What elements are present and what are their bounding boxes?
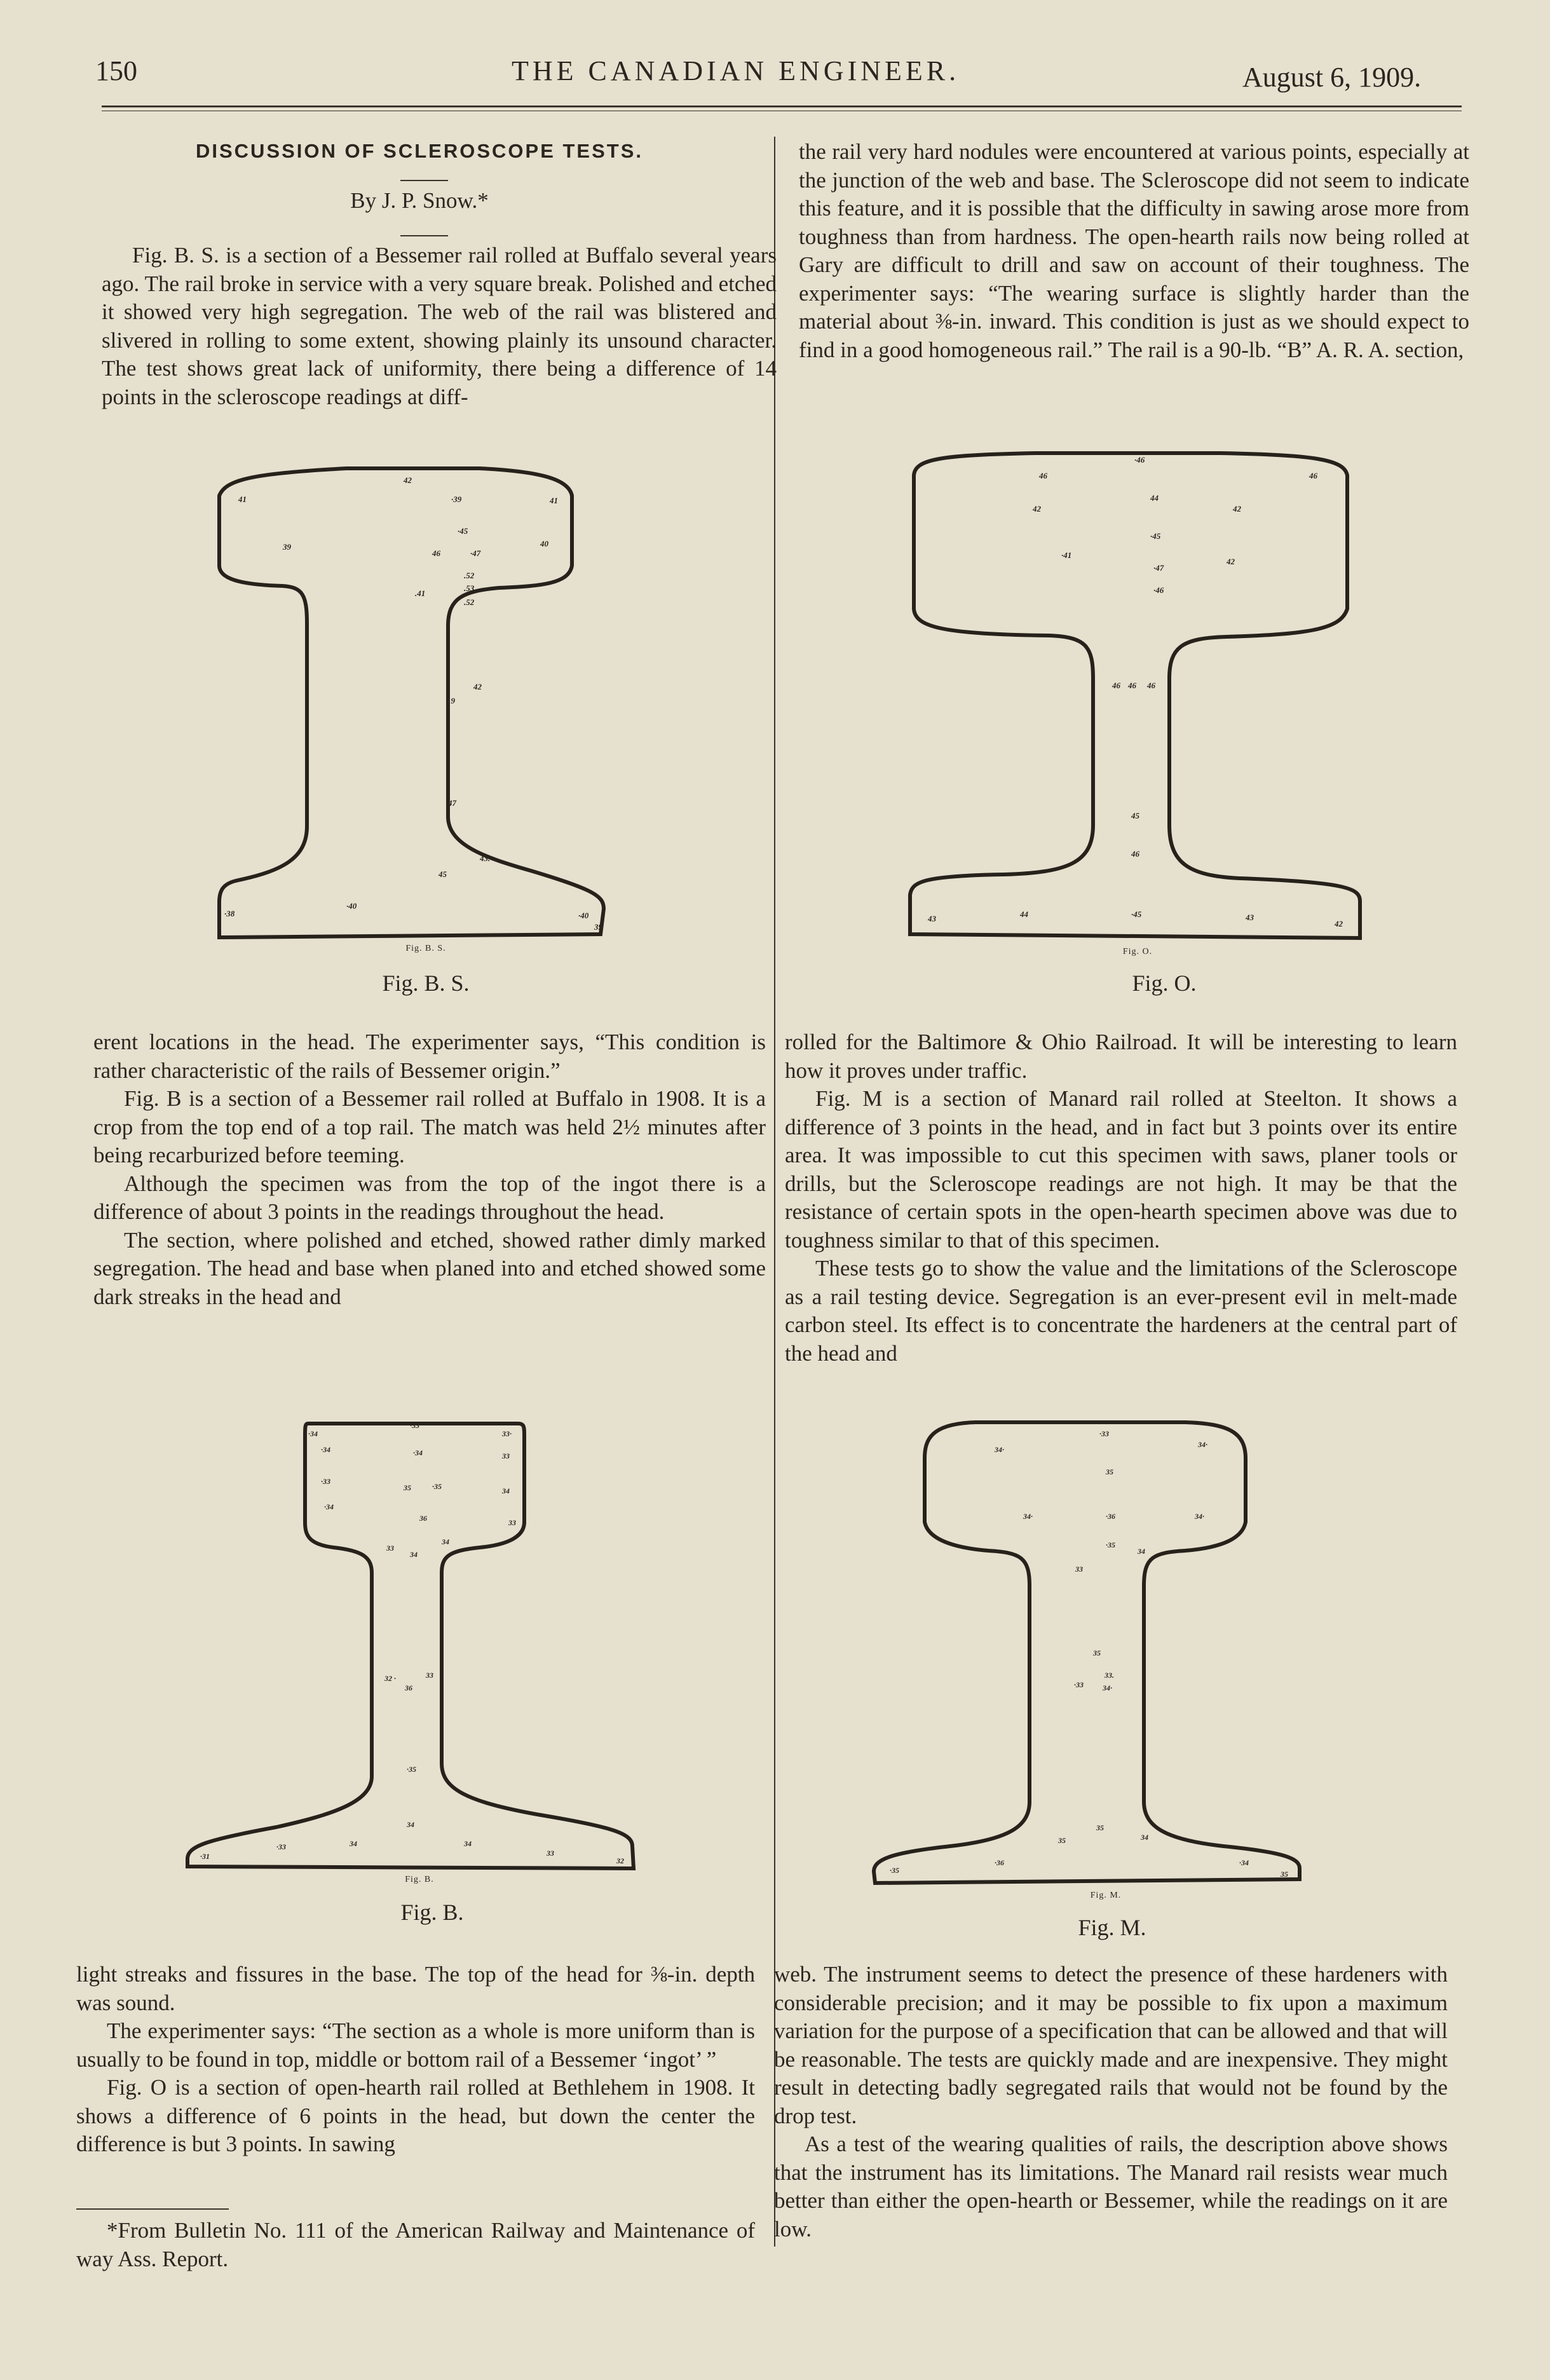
paragraph: Although the specimen was from the top of the ingot there is a difference of about 3 points in the readings throughout the head.	[93, 1171, 766, 1224]
reading-39b: 39	[283, 542, 291, 552]
reading-40b: ·40	[346, 901, 357, 911]
reading-47b: 47	[448, 798, 456, 808]
reading-35e: 35	[1058, 1836, 1066, 1845]
reading-42d: 42	[1335, 919, 1343, 928]
figure-m	[867, 1420, 1306, 1891]
reading-35f: ·35	[890, 1866, 899, 1875]
reading-41b: 41	[550, 496, 558, 505]
reading-19: 19	[447, 696, 455, 705]
reading-33i: 33	[547, 1849, 554, 1858]
reading-36b: ·36	[995, 1858, 1004, 1867]
reading-47: ·47	[1153, 563, 1164, 573]
reading-46f: 46	[1128, 681, 1136, 690]
figure-o	[902, 450, 1363, 952]
reading-52: .52	[464, 571, 475, 580]
reading-34i: 34	[350, 1839, 357, 1848]
reading-33g: 33	[426, 1671, 433, 1680]
reading-39: ·39	[451, 494, 462, 504]
reading-41c: .41	[415, 588, 426, 598]
reading-34e: 34	[1138, 1547, 1145, 1556]
paragraph: Fig. B. S. is a section of a Bessemer rail rolled at Buffalo several years ago. The rail broke in service with a very square break. Polished and etched it showed very high segregation. The web of the rail was blistered and slivered in rolling to some extent, showing plainly its unsound character. The test shows great lack of uniformity, there being a difference of 14 points in the scleroscope readings at diff-	[102, 243, 777, 409]
reading-33f: 33	[386, 1544, 394, 1553]
reading-31: ·31	[200, 1852, 210, 1861]
reading-34h: ·34	[1239, 1858, 1249, 1867]
page-number: 150	[95, 55, 137, 86]
column-divider	[774, 137, 775, 2247]
byline-rule	[400, 235, 448, 236]
reading-46h: 46	[1131, 849, 1139, 859]
reading-43: 43.	[480, 853, 491, 863]
reading-34f: 34	[442, 1537, 449, 1546]
reading-33b: 33·	[502, 1429, 512, 1438]
reading-46e: 46	[1112, 681, 1120, 690]
reading-36: ·36	[1106, 1512, 1115, 1521]
figure-b-caption: Fig. B.	[400, 1900, 464, 1925]
figure-b-small-caption: Fig. B.	[405, 1875, 434, 1884]
reading-41: 41	[238, 494, 247, 504]
reading-44b: 44	[1020, 909, 1028, 919]
reading-46b: 46	[1039, 471, 1047, 480]
reading-34h: 34	[407, 1820, 414, 1829]
reading-42: 42	[1033, 504, 1041, 513]
reading-35g: 35	[1281, 1870, 1288, 1879]
left-column-bottom	[76, 1961, 755, 2159]
reading-53: .53	[464, 583, 475, 593]
article-title: DISCUSSION OF SCLEROSCOPE TESTS.	[195, 140, 644, 162]
reading-36: 36	[419, 1514, 427, 1523]
footnote	[76, 2217, 755, 2273]
reading-34d: 34	[502, 1486, 510, 1495]
issue-date: August 6, 1909.	[1242, 62, 1422, 93]
right-column-top	[799, 138, 1469, 364]
reading-35d: 35	[1096, 1823, 1104, 1832]
reading-43: 43	[928, 914, 936, 923]
reading-34: ·34	[308, 1429, 318, 1438]
reading-33e: 33	[508, 1518, 516, 1527]
reading-39c: 39	[594, 922, 602, 932]
paragraph: rolled for the Baltimore & Ohio Railroad. It will be interesting to learn how it proves under traffic.	[785, 1030, 1457, 1083]
reading-52b: .52	[464, 597, 475, 607]
reading-34b: ·34	[321, 1445, 330, 1454]
reading-35: 35	[404, 1483, 411, 1492]
header-rule	[102, 105, 1462, 107]
reading-33c: 33.	[1105, 1671, 1114, 1680]
title-rule	[400, 180, 448, 181]
reading-42b: 42	[1233, 504, 1241, 513]
figure-m-caption: Fig. M.	[1078, 1915, 1146, 1940]
figure-o-small-caption: Fig. O.	[1122, 947, 1153, 956]
reading-36b: 36	[405, 1683, 412, 1692]
reading-41: ·41	[1061, 550, 1072, 560]
reading-33d: ·33	[1074, 1680, 1084, 1689]
paragraph: The experimenter says: “The section as a whole is more uniform than is usually to be found in top, middle or bottom rail of a Bessemer ‘ingot’ ”	[76, 2018, 755, 2072]
paragraph: Fig. B is a section of a Bessemer rail rolled at Buffalo in 1908. It is a crop from the top end of a top rail. The match was held 2½ minutes after being recarburized before teeming.	[93, 1086, 766, 1167]
reading-43b: 43	[1246, 913, 1254, 922]
reading-46d: ·46	[1153, 585, 1164, 595]
figure-bs	[213, 464, 613, 953]
reading-40: 40	[540, 539, 548, 548]
reading-46g: 46	[1147, 681, 1155, 690]
reading-45b: 45	[438, 869, 447, 879]
reading-46: 46	[432, 548, 440, 558]
journal-title: THE CANADIAN ENGINEER.	[512, 55, 960, 86]
reading-33: ·33	[410, 1421, 419, 1430]
footnote-text: *From Bulletin No. 111 of the American Railway and Maintenance of way Ass. Report.	[76, 2218, 755, 2271]
reading-47: ·47	[470, 548, 481, 558]
reading-32: 32 ·	[384, 1674, 396, 1683]
reading-34f: 34·	[1103, 1683, 1112, 1692]
right-column-bottom	[774, 1961, 1448, 2243]
left-column-top	[102, 241, 777, 411]
reading-34d: 34·	[1195, 1512, 1204, 1521]
reading-33h: ·33	[276, 1842, 286, 1851]
reading-33: ·33	[1099, 1429, 1109, 1438]
figure-bs-caption: Fig. B. S.	[382, 970, 470, 996]
figure-o-caption: Fig. O.	[1132, 970, 1197, 996]
left-column-mid	[93, 1028, 766, 1311]
paragraph: Fig. O is a section of open-hearth rail rolled at Bethlehem in 1908. It shows a difference of 6 points in the head, but down the center the difference is but 3 points. In sawing	[76, 2075, 755, 2156]
paragraph: light streaks and fissures in the base. The top of the head for ⅜-in. depth was sound.	[76, 1962, 755, 2015]
reading-34: 34·	[995, 1445, 1004, 1454]
reading-33d: ·33	[321, 1477, 330, 1486]
figure-b	[181, 1420, 642, 1878]
reading-38: ·38	[224, 909, 235, 918]
right-column-mid	[785, 1028, 1457, 1368]
paragraph: As a test of the wearing qualities of rails, the description above shows that the instrument has its limitations. The Manard rail resists wear much better than either the open-hearth or Bessemer, while the readings on it are low.	[774, 2132, 1448, 2241]
reading-42: 42	[404, 475, 412, 485]
reading-35b: ·35	[432, 1482, 442, 1491]
reading-33b: 33	[1075, 1565, 1083, 1574]
reading-35b: ·35	[1106, 1540, 1115, 1549]
reading-42b: 42	[473, 682, 482, 691]
paragraph: Fig. M is a section of Manard rail rolled at Steelton. It shows a difference of 3 points in the head, and in fact but 3 points over its entire area. It was impossible to cut this specimen with saws, planer tools or drills, but the Scleroscope readings are not high. It may be that the resistance of certain spots in the open-hearth specimen above was due to toughness similar to that of this specimen.	[785, 1086, 1457, 1253]
reading-45b: 45	[1131, 811, 1139, 820]
reading-45: ·45	[1150, 531, 1161, 541]
reading-33c: 33	[502, 1452, 510, 1460]
reading-34j: 34	[464, 1839, 472, 1848]
reading-45: ·45	[458, 526, 468, 536]
paragraph: web. The instrument seems to detect the presence of these hardeners with considerable precision; and it may be possible to fix upon a maximum variation for the purpose of a specification that can be allowed and that will be reasonable. The tests are quickly made and are inexpensive. They might result in detecting badly segregated rails that would not be found by the drop test.	[774, 1962, 1448, 2128]
reading-42c: 42	[1227, 557, 1235, 566]
paragraph: the rail very hard nodules were encountered at various points, especially at the junction of the web and base. The Scleroscope did not seem to indicate this feature, and it is possible that the difficulty in sawing arose more from toughness than from hardness. The open-hearth rails now being rolled at Gary are difficult to drill and saw on account of their toughness. The experimenter says: “The wearing surface is slightly harder than the material about ⅜-in. inward. This condition is just as we should expect to find in a good homogeneous rail.” The rail is a 90-lb. “B” A. R. A. section,	[799, 139, 1469, 362]
reading-34g: 34	[1141, 1833, 1148, 1842]
paragraph: These tests go to show the value and the limitations of the Scleroscope as a rail testing device. Segregation is an ever-present evil in melt-made carbon steel. Its effect is to concentrate the hardeners at the central part of the head and	[785, 1256, 1457, 1366]
byline: By J. P. Snow.*	[350, 188, 489, 213]
paragraph: The section, where polished and etched, showed rather dimly marked segregation. The head and base when planed into and etched showed some dark streaks in the head and	[93, 1227, 766, 1309]
reading-45c: ·45	[1131, 909, 1142, 919]
reading-46: ·46	[1134, 455, 1145, 465]
reading-34b: 34·	[1198, 1440, 1207, 1449]
reading-35: 35	[1106, 1467, 1113, 1476]
reading-34c: 34·	[1023, 1512, 1033, 1521]
reading-34g: 34	[410, 1550, 418, 1559]
reading-46c: 46	[1309, 471, 1317, 480]
reading-34c: ·34	[413, 1448, 423, 1457]
reading-35c: ·35	[407, 1765, 416, 1774]
reading-44: 44	[1150, 493, 1159, 503]
reading-35c: 35	[1093, 1649, 1101, 1657]
reading-32b: 32	[616, 1856, 624, 1865]
figure-bs-small-caption: Fig. B. S.	[405, 944, 446, 953]
reading-34e: ·34	[324, 1502, 334, 1511]
figure-m-small-caption: Fig. M.	[1090, 1891, 1122, 1900]
footnote-rule	[76, 2208, 229, 2210]
paragraph: erent locations in the head. The experimenter says, “This condition is rather characteristic of the rails of Bessemer origin.”	[93, 1030, 766, 1083]
reading-40c: ·40	[578, 911, 589, 920]
